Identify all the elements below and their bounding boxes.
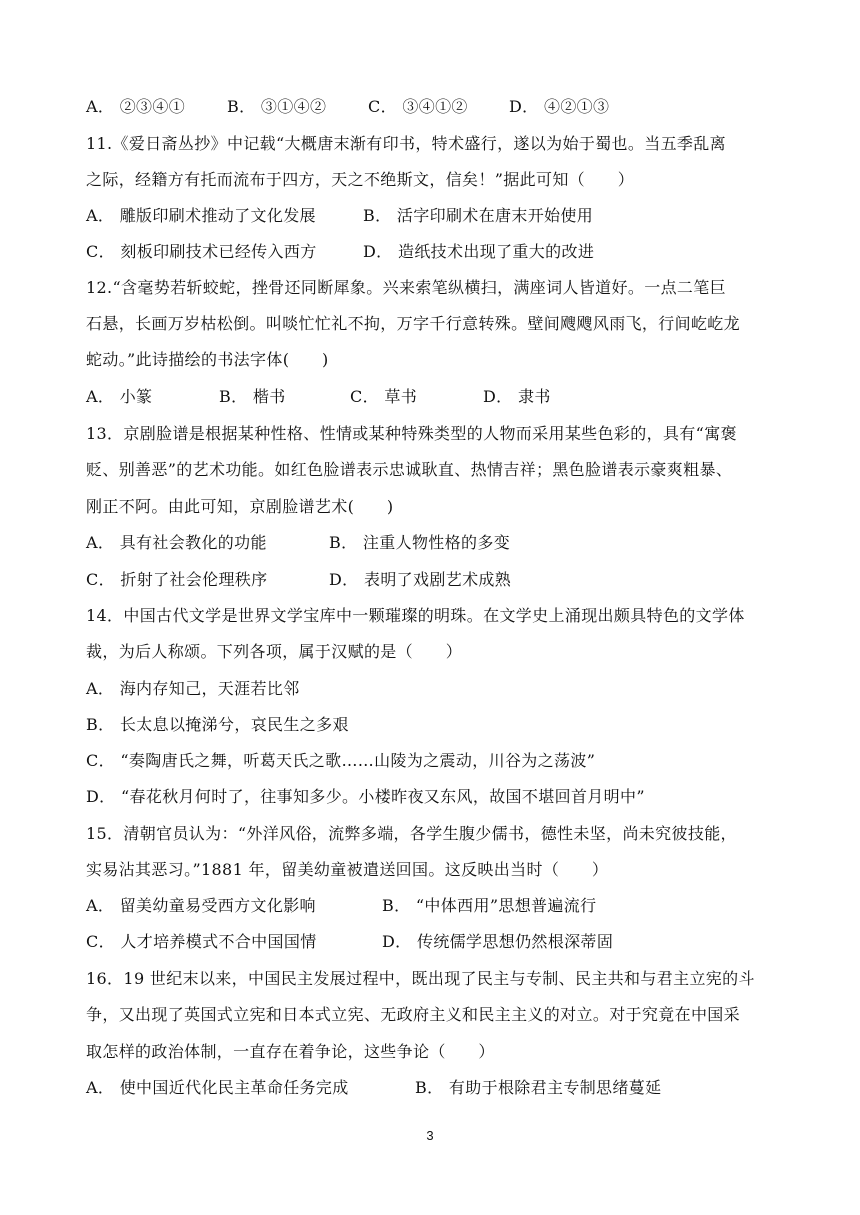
q15-stem-line-1: 15．清朝官员认为：“外洋风俗，流弊多端，各学生腹少儒书，德性未坚，尚未究彼技能， xyxy=(86,824,737,843)
q12-stem-line-1: 12.“含毫势若斩蛟蛇，挫骨还同断犀象。兴来索笔纵横扫，满座词人皆道好。一点二笔巨 xyxy=(86,278,726,297)
q15-option-c: C． 人才培养模式不合中国国情 xyxy=(86,932,317,951)
q11-option-b: B． 活字印刷术在唐末开始使用 xyxy=(363,206,594,225)
q14-option-c: C． “奏陶唐氏之舞，听葛天氏之歌……山陵为之震动，川谷为之荡波” xyxy=(86,751,596,770)
q14-stem-line-2: 裁，为后人称颂。下列各项，属于汉赋的是（ ） xyxy=(86,642,463,661)
q16-stem-line-2: 争，又出现了英国式立宪和日本式立宪、无政府主义和民主主义的对立。对于究竟在中国采 xyxy=(86,1005,741,1024)
q11-option-a: A． 雕版印刷术推动了文化发展 xyxy=(86,206,316,225)
q14-option-d: D． “春花秋月何时了，往事知多少。小楼昨夜又东风，故国不堪回首月明中” xyxy=(86,787,645,806)
q16-option-b: B． 有助于根除君主专制思绪蔓延 xyxy=(415,1078,662,1097)
q10-options-row xyxy=(86,97,776,117)
q13-option-c: C． 折射了社会伦理秩序 xyxy=(86,570,268,589)
q14-option-b: B． 长太息以掩涕兮，哀民生之多艰 xyxy=(86,715,349,734)
q10-option-a: A． ②③④① xyxy=(86,97,186,116)
q12-stem-line-3: 蛇动。”此诗描绘的书法字体( ) xyxy=(86,350,329,369)
q15-stem-line-2: 实易沾其恶习。”1881 年，留美幼童被遣送回国。这反映出当时（ ） xyxy=(86,860,609,879)
q12-option-d: D． 隶书 xyxy=(483,387,551,406)
q14-option-a: A． 海内存知己，天涯若比邻 xyxy=(86,679,300,698)
q13-stem-line-1: 13．京剧脸谱是根据某种性格、性情或某种特殊类型的人物而采用某些色彩的，具有“寓褒 xyxy=(86,424,737,443)
q15-options-row-1 xyxy=(86,896,776,916)
q11-options-row-2 xyxy=(86,242,776,262)
q13-options-row-2 xyxy=(86,570,776,590)
q13-option-b: B． 注重人物性格的多变 xyxy=(329,533,511,552)
q11-option-d: D． 造纸技术出现了重大的改进 xyxy=(363,242,595,261)
q11-option-c: C． 刻板印刷技术已经传入西方 xyxy=(86,242,317,261)
q10-option-d: D． ④②①③ xyxy=(509,97,610,116)
q13-options-row-1 xyxy=(86,533,776,553)
q11-options-row-1 xyxy=(86,206,776,226)
q15-option-d: D． 传统儒学思想仍然根深蒂固 xyxy=(382,932,614,951)
page-number: 3 xyxy=(426,1128,434,1143)
q13-stem-line-3: 刚正不阿。由此可知，京剧脸谱艺术( ) xyxy=(86,497,394,516)
q16-stem-line-1: 16．19 世纪末以来，中国民主发展过程中，既出现了民主与专制、民主共和与君主立宪的斗 xyxy=(86,969,755,988)
q14-stem-line-1: 14．中国古代文学是世界文学宝库中一颗璀璨的明珠。在文学史上涌现出颇具特色的文学体 xyxy=(86,606,745,625)
q12-option-a: A． 小篆 xyxy=(86,387,153,406)
q13-stem-line-2: 贬、别善恶”的艺术功能。如红色脸谱表示忠诚耿直、热情吉祥；黑色脸谱表示豪爽粗暴、 xyxy=(86,460,733,479)
q11-stem-line-2: 之际，经籍方有托而流布于四方，天之不绝斯文，信矣！”据此可知（ ） xyxy=(86,170,635,189)
q16-stem-line-3: 取怎样的政治体制，一直存在着争论，这些争论（ ） xyxy=(86,1042,495,1061)
q12-option-b: B． 楷书 xyxy=(219,387,286,406)
q12-options-row xyxy=(86,387,776,407)
q12-stem-line-2: 石悬，长画万岁枯松倒。叫啖忙忙礼不拘，万字千行意转殊。壁间飕飕风雨飞，行间屹屹龙 xyxy=(86,314,741,333)
q13-option-d: D． 表明了戏剧艺术成熟 xyxy=(329,570,512,589)
q15-option-a: A． 留美幼童易受西方文化影响 xyxy=(86,896,316,915)
q16-option-a: A． 使中国近代化民主革命任务完成 xyxy=(86,1078,349,1097)
q13-option-a: A． 具有社会教化的功能 xyxy=(86,533,267,552)
q15-option-b: B． “中体西用”思想普遍流行 xyxy=(382,896,597,915)
q16-options-row-1 xyxy=(86,1078,776,1098)
q10-option-c: C． ③④①② xyxy=(368,97,468,116)
q15-options-row-2 xyxy=(86,932,776,952)
q10-option-b: B． ③①④② xyxy=(227,97,327,116)
q11-stem-line-1: 11.《爱日斋丛抄》中记载“大概唐末渐有印书，特术盛行，遂以为始于蜀也。当五季乱离 xyxy=(86,134,726,153)
q12-option-c: C． 草书 xyxy=(350,387,418,406)
